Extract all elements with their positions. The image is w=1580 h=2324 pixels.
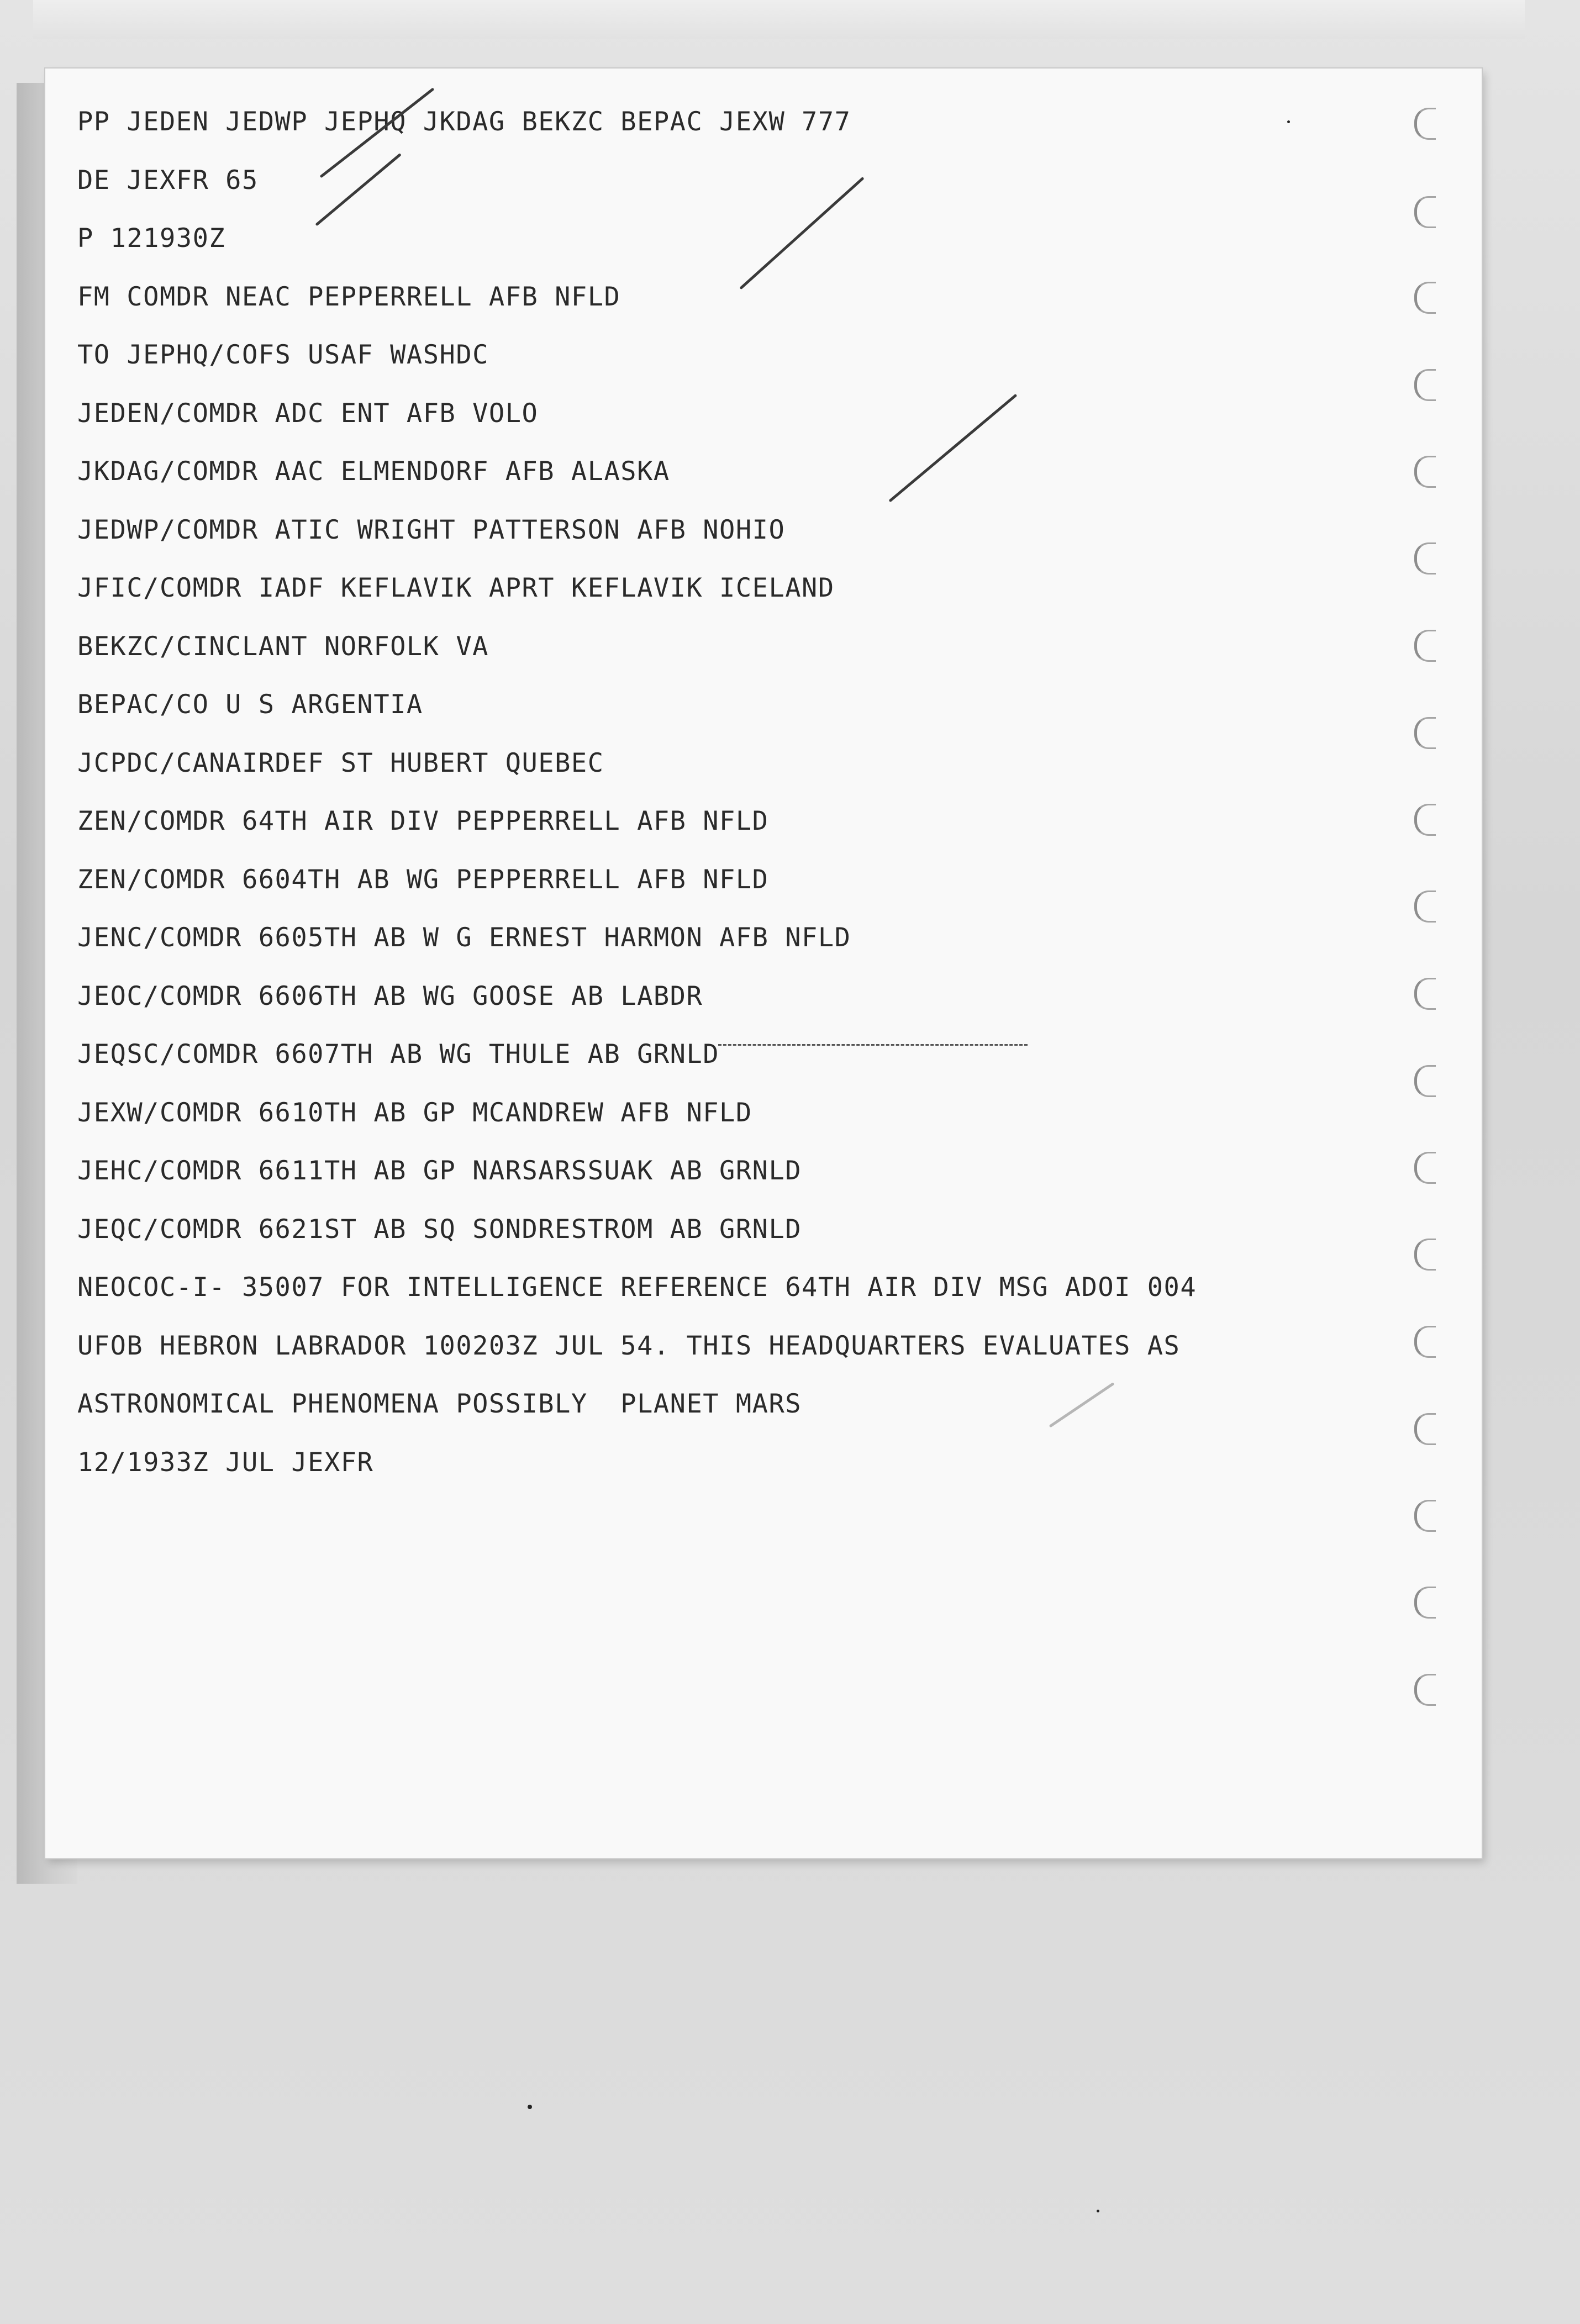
sprocket-hole-mark (1414, 369, 1436, 401)
sprocket-hole-mark (1414, 978, 1436, 1010)
message-line-addressee: JENC/COMDR 6605TH AB W G ERNEST HARMON AFB NFLD (77, 923, 851, 953)
sprocket-hole-mark (1414, 456, 1436, 488)
message-line-addressee: JCPDC/CANAIRDEF ST HUBERT QUEBEC (77, 747, 604, 778)
scan-top-edge (33, 0, 1525, 39)
message-line-addressee: JKDAG/COMDR AAC ELMENDORF AFB ALASKA (77, 456, 670, 487)
message-line-addressee: JEQC/COMDR 6621ST AB SQ SONDRESTROM AB GRNLD (77, 1214, 802, 1245)
sprocket-hole-mark (1414, 1500, 1436, 1532)
message-line-addressee: JEDEN/COMDR ADC ENT AFB VOLO (77, 398, 539, 429)
sprocket-hole-mark (1414, 717, 1436, 749)
message-line-precedence: P 121930Z (77, 223, 226, 254)
message-line-addressee: JEXW/COMDR 6610TH AB GP MCANDREW AFB NFLD (77, 1097, 752, 1128)
sprocket-hole-mark (1414, 1587, 1436, 1619)
sprocket-hole-mark (1414, 1152, 1436, 1184)
sprocket-hole-mark (1414, 1413, 1436, 1445)
message-line-addressee: JEHC/COMDR 6611TH AB GP NARSARSSUAK AB GRNLD (77, 1156, 802, 1186)
sprocket-hole-mark (1414, 804, 1436, 836)
scan-speck (528, 2105, 532, 2109)
sprocket-hole-mark (1414, 1239, 1436, 1271)
scan-speck (1097, 2210, 1099, 2212)
message-line-addressee: JEOC/COMDR 6606TH AB WG GOOSE AB LABDR (77, 981, 703, 1011)
message-line-addressee: ZEN/COMDR 64TH AIR DIV PEPPERRELL AFB NFLD (77, 806, 769, 836)
message-line-addressee: BEKZC/CINCLANT NORFOLK VA (77, 631, 489, 662)
message-line-body: NEOCOC-I- 35007 FOR INTELLIGENCE REFERENCE 64TH AIR DIV MSG ADOI 004 (77, 1272, 1197, 1303)
message-line-originator-code: DE JEXFR 65 (77, 165, 259, 196)
message-line-routing: PP JEDEN JEDWP JEPHQ JKDAG BEKZC BEPAC JEXW 777 (77, 107, 851, 137)
tear-line (718, 1044, 1028, 1046)
message-line-datetime-footer: 12/1933Z JUL JEXFR (77, 1447, 374, 1478)
message-line-addressee: ZEN/COMDR 6604TH AB WG PEPPERRELL AFB NFLD (77, 864, 769, 895)
message-line-body: UFOB HEBRON LABRADOR 100203Z JUL 54. THIS HEADQUARTERS EVALUATES AS (77, 1330, 1181, 1361)
sprocket-hole-mark (1414, 108, 1436, 140)
message-line-addressee: JEQSC/COMDR 6607TH AB WG THULE AB GRNLD (77, 1039, 720, 1069)
scan-speck (1287, 120, 1290, 123)
sprocket-hole-mark (1414, 630, 1436, 662)
sprocket-hole-mark (1414, 890, 1436, 923)
message-line-to: TO JEPHQ/COFS USAF WASHDC (77, 340, 489, 370)
message-line-addressee: JFIC/COMDR IADF KEFLAVIK APRT KEFLAVIK ICELAND (77, 573, 835, 603)
teletype-message (77, 93, 1197, 1492)
sprocket-hole-mark (1414, 282, 1436, 314)
message-line-addressee: JEDWP/COMDR ATIC WRIGHT PATTERSON AFB NOHIO (77, 514, 786, 545)
sprocket-hole-mark (1414, 1674, 1436, 1706)
message-line-body: ASTRONOMICAL PHENOMENA POSSIBLY PLANET MARS (77, 1389, 802, 1419)
sprocket-hole-mark (1414, 1326, 1436, 1358)
sprocket-hole-mark (1414, 196, 1436, 228)
message-line-from: FM COMDR NEAC PEPPERRELL AFB NFLD (77, 281, 621, 312)
message-line-addressee: BEPAC/CO U S ARGENTIA (77, 689, 423, 720)
sprocket-hole-mark (1414, 542, 1436, 575)
sprocket-hole-mark (1414, 1065, 1436, 1097)
